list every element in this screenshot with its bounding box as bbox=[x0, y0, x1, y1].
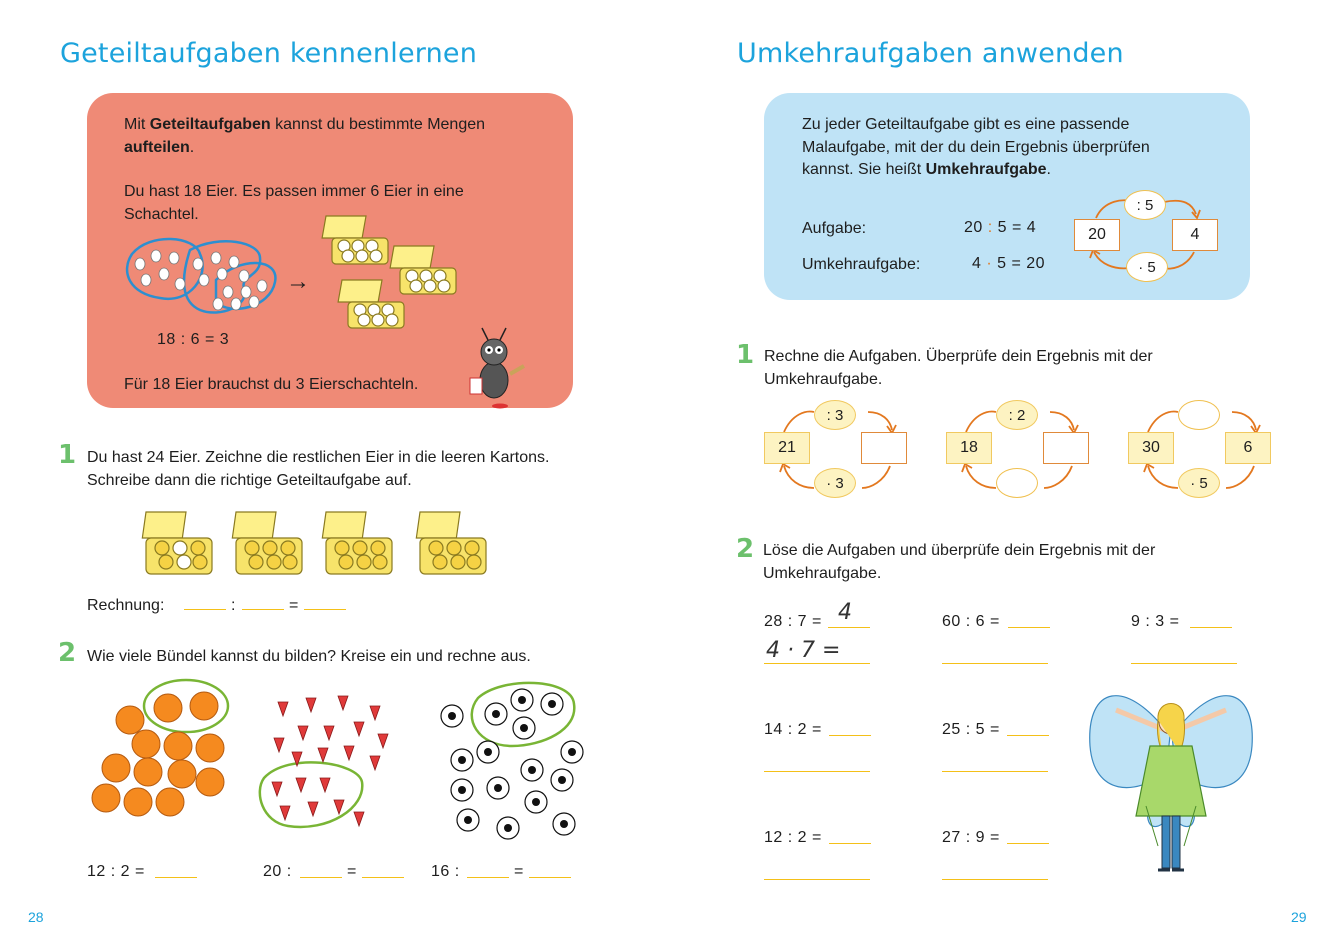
answer-line[interactable] bbox=[1190, 627, 1232, 628]
answer-line[interactable] bbox=[1007, 735, 1049, 736]
left-page-title: Geteiltaufgaben kennenlernen bbox=[60, 38, 478, 69]
cycle-top-operator: : 3 bbox=[814, 400, 856, 430]
answer-line[interactable] bbox=[242, 609, 284, 610]
answer-line[interactable] bbox=[304, 609, 346, 610]
cycle-top-operator: : 2 bbox=[996, 400, 1038, 430]
task-9-div-3: 9 : 3 = bbox=[1131, 613, 1180, 630]
info-text: Malaufgabe, mit der du dein Ergebnis überprüfen bbox=[802, 138, 1150, 156]
ant-mascot-illustration bbox=[466, 326, 530, 410]
cycle-top-blank[interactable] bbox=[1178, 400, 1220, 430]
answer-line[interactable] bbox=[529, 877, 571, 878]
exercise-number: 1 bbox=[58, 440, 77, 470]
info-text: kannst du bestimmte Mengen bbox=[270, 116, 486, 133]
instruction-line: Du hast 24 Eier. Zeichne die restlichen Eier in die leeren Kartons. bbox=[87, 449, 550, 466]
exercise-1-instruction bbox=[87, 447, 549, 492]
instruction-line: Umkehraufgabe. bbox=[764, 370, 883, 388]
info-text: . bbox=[1046, 161, 1051, 178]
grouped-eggs-illustration bbox=[120, 236, 280, 320]
right-page-title: Umkehraufgaben anwenden bbox=[737, 38, 1124, 69]
task-25-div-5: 25 : 5 = bbox=[942, 721, 1000, 738]
answer-line[interactable] bbox=[1007, 843, 1049, 844]
cycle-left-value: 20 bbox=[1074, 219, 1120, 251]
cycle-right-value: 4 bbox=[1172, 219, 1218, 251]
cycle-bottom-operator: · 5 bbox=[1126, 252, 1168, 282]
eq-part: 20 bbox=[964, 219, 983, 236]
page-number-left: 28 bbox=[28, 909, 44, 925]
exercise-1-instruction bbox=[764, 346, 1153, 391]
instruction-line: Rechne die Aufgaben. Überprüfe dein Ergebnis mit der bbox=[764, 348, 1153, 365]
task-28-div-7: 28 : 7 = bbox=[764, 613, 822, 630]
answer-line[interactable] bbox=[829, 843, 871, 844]
cycle-left-value: 21 bbox=[764, 432, 810, 464]
eq-part: 5 = 4 bbox=[997, 219, 1037, 236]
info-text: Schachtel. bbox=[124, 205, 199, 223]
strawberries-illustration bbox=[258, 682, 410, 832]
bundle-equation-1: 12 : 2 = bbox=[87, 863, 145, 880]
cycle-bottom-operator: · 5 bbox=[1178, 468, 1220, 498]
answer-line[interactable] bbox=[829, 735, 871, 736]
bundle-equation-2: 20 : bbox=[263, 863, 292, 880]
cycle-bottom-blank[interactable] bbox=[996, 468, 1038, 498]
answer-line[interactable] bbox=[828, 627, 870, 628]
info-text: Zu jeder Geteiltaufgabe gibt es eine passende bbox=[802, 116, 1130, 133]
task-12-div-2: 12 : 2 = bbox=[764, 829, 822, 846]
oranges-illustration bbox=[86, 678, 236, 818]
cycle-left-value: 30 bbox=[1128, 432, 1174, 464]
colon-sign: : bbox=[231, 597, 236, 614]
equals-sign: = bbox=[514, 863, 524, 880]
bundle-equation-3: 16 : bbox=[431, 863, 460, 880]
info-text: . bbox=[189, 138, 195, 156]
task-60-div-6: 60 : 6 = bbox=[942, 613, 1000, 630]
info-text: Mit bbox=[124, 116, 150, 133]
answer-line[interactable] bbox=[1008, 627, 1050, 628]
check-line[interactable] bbox=[764, 771, 870, 772]
check-line[interactable] bbox=[1131, 663, 1237, 664]
eq-operator: : bbox=[987, 219, 993, 236]
equals-sign: = bbox=[347, 863, 357, 880]
info-conclusion: Für 18 Eier brauchst du 3 Eierschachteln. bbox=[124, 376, 419, 393]
answer-line[interactable] bbox=[467, 877, 509, 878]
eq-part: 4 bbox=[972, 255, 982, 272]
aufgabe-equation bbox=[964, 219, 1036, 237]
exercise-number: 1 bbox=[736, 340, 755, 370]
rechnung-label: Rechnung: bbox=[87, 597, 165, 614]
check-line[interactable] bbox=[764, 663, 870, 664]
answer-line[interactable] bbox=[300, 877, 342, 878]
umkehr-label: Umkehraufgabe: bbox=[802, 256, 921, 273]
exercise-number: 2 bbox=[736, 534, 755, 564]
cycle-top-operator: : 5 bbox=[1124, 190, 1166, 220]
info-bold-term: aufteilen bbox=[124, 138, 190, 156]
exercise-number: 2 bbox=[58, 638, 77, 668]
instruction-line: Löse die Aufgaben und überprüfe dein Ergebnis mit der bbox=[763, 542, 1156, 559]
info-bold-term: Umkehraufgabe bbox=[925, 161, 1047, 178]
cycle-right-value: 6 bbox=[1225, 432, 1271, 464]
empty-egg-cartons-illustration bbox=[138, 510, 498, 582]
instruction-line: Schreibe dann die richtige Geteiltaufgabe auf. bbox=[87, 471, 412, 489]
eq-operator: · bbox=[986, 255, 993, 272]
exercise-2-instruction bbox=[763, 540, 1155, 585]
cycle-right-blank[interactable] bbox=[861, 432, 907, 464]
info-equation: 18 : 6 = 3 bbox=[157, 331, 230, 348]
info-paragraph-1 bbox=[124, 114, 485, 159]
answer-line[interactable] bbox=[184, 609, 226, 610]
task-27-div-9: 27 : 9 = bbox=[942, 829, 1000, 846]
equals-sign: = bbox=[289, 597, 299, 614]
umkehr-equation bbox=[972, 255, 1045, 273]
info-paragraph bbox=[802, 114, 1150, 182]
check-line[interactable] bbox=[942, 663, 1048, 664]
answer-line[interactable] bbox=[362, 877, 404, 878]
fairy-illustration bbox=[1086, 676, 1256, 881]
check-line[interactable] bbox=[942, 771, 1048, 772]
instruction-line: Umkehraufgabe. bbox=[763, 564, 882, 582]
page-number-right: 29 bbox=[1291, 909, 1307, 925]
info-bold-term: Geteiltaufgaben bbox=[149, 116, 271, 133]
soccer-balls-illustration bbox=[432, 680, 592, 840]
cycle-right-blank[interactable] bbox=[1043, 432, 1089, 464]
exercise-2-instruction: Wie viele Bündel kannst du bilden? Kreise ein und rechne aus. bbox=[87, 648, 531, 665]
check-line[interactable] bbox=[942, 879, 1048, 880]
task-14-div-2: 14 : 2 = bbox=[764, 721, 822, 738]
cycle-left-value: 18 bbox=[946, 432, 992, 464]
cycle-bottom-operator: · 3 bbox=[814, 468, 856, 498]
aufgabe-label: Aufgabe: bbox=[802, 220, 867, 237]
info-text: Du hast 18 Eier. Es passen immer 6 Eier in eine bbox=[124, 183, 464, 200]
info-text: kannst. Sie heißt bbox=[802, 161, 926, 178]
eq-part: 5 = 20 bbox=[997, 255, 1046, 272]
check-line[interactable] bbox=[764, 879, 870, 880]
handwritten-check: 4 · 7 = bbox=[766, 638, 841, 663]
arrow-right-icon: → bbox=[286, 268, 310, 295]
filled-egg-cartons-illustration bbox=[324, 212, 454, 342]
answer-line[interactable] bbox=[155, 877, 197, 878]
handwritten-answer: 4 bbox=[838, 600, 852, 625]
